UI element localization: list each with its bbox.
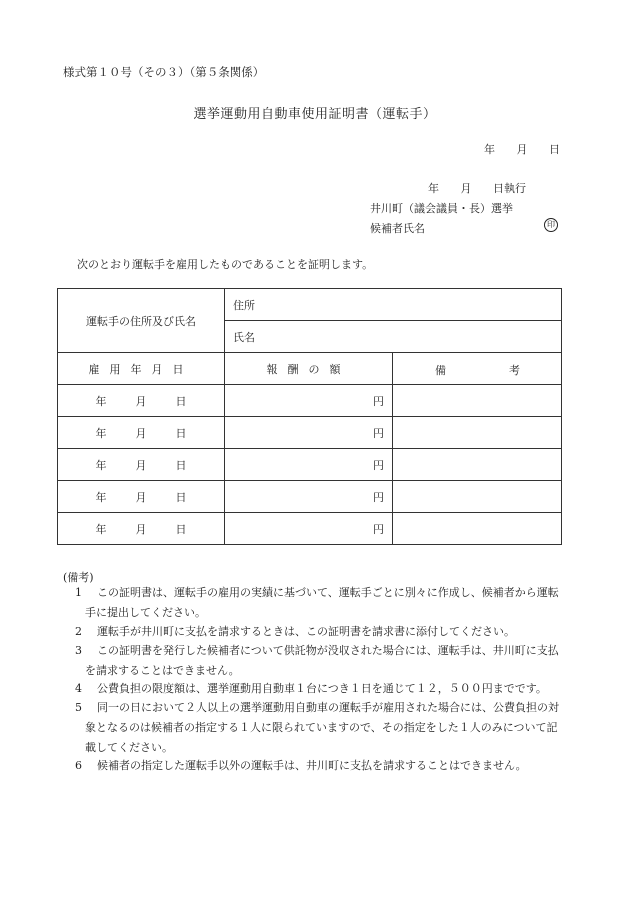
col-amount: 報酬の額 <box>225 353 393 385</box>
remarks-cell[interactable] <box>393 449 562 481</box>
note-item <box>63 583 573 623</box>
note-number: 1 <box>75 586 82 599</box>
day-label: 日 <box>175 394 187 408</box>
remarks-cell[interactable] <box>393 417 562 449</box>
notes-title: (備考) <box>63 571 94 584</box>
note-item <box>63 698 573 758</box>
employment-date-cell[interactable] <box>58 385 225 417</box>
table-row-address <box>58 289 562 321</box>
note-item <box>63 679 573 699</box>
month-label: 月 <box>135 394 147 408</box>
day-label: 日 <box>175 458 187 472</box>
amount-cell[interactable]: 円 <box>225 385 393 417</box>
col-employment-date: 雇用年月日 <box>58 353 225 385</box>
table-row <box>58 449 562 481</box>
exec-year: 年 <box>428 182 439 195</box>
employment-date-cell[interactable] <box>58 513 225 545</box>
employment-date-cell[interactable] <box>58 449 225 481</box>
certificate-table <box>57 288 562 545</box>
day-label: 日 <box>175 490 187 504</box>
candidate-label: 候補者氏名 <box>370 222 425 235</box>
note-line: 運転手が井川町に支払を請求するときは、この証明書を請求書に添付してください。 <box>97 625 515 638</box>
col-remarks-1: 備 <box>435 364 446 377</box>
driver-label: 運転手の住所及び氏名 <box>58 289 225 353</box>
amount-cell[interactable]: 円 <box>225 417 393 449</box>
exec-day: 日執行 <box>493 182 526 195</box>
note-line: 同一の日において２人以上の選挙運動用自動車の運転手が雇用された場合には、公費負担の対 <box>97 701 559 714</box>
date-day: 日 <box>549 143 560 156</box>
note-line: この証明書は、運転手の雇用の実績に基づいて、運転手ごとに別々に作成し、候補者から運転 <box>97 586 559 599</box>
amount-cell[interactable]: 円 <box>225 513 393 545</box>
note-item <box>63 641 573 681</box>
note-line: を請求することはできません。 <box>85 664 240 677</box>
table-header-row <box>58 353 562 385</box>
month-label: 月 <box>135 522 147 536</box>
note-item <box>63 756 573 776</box>
note-number: 6 <box>75 759 82 772</box>
year-label: 年 <box>95 394 107 408</box>
note-line: 候補者の指定した運転手以外の運転手は、井川町に支払を請求することはできません。 <box>97 759 527 772</box>
note-number: 2 <box>75 625 82 638</box>
note-number: 4 <box>75 682 82 695</box>
note-line: 手に提出してください。 <box>85 606 206 619</box>
year-label: 年 <box>95 426 107 440</box>
table-row <box>58 481 562 513</box>
month-label: 月 <box>135 490 147 504</box>
note-number: 3 <box>75 644 82 657</box>
table-row <box>58 417 562 449</box>
address-field[interactable]: 住所 <box>225 289 562 321</box>
amount-cell[interactable]: 円 <box>225 481 393 513</box>
remarks-cell[interactable] <box>393 481 562 513</box>
table-row <box>58 385 562 417</box>
remarks-cell[interactable] <box>393 385 562 417</box>
col-remarks-2: 考 <box>509 364 520 377</box>
election-date <box>428 180 526 196</box>
issue-date <box>466 141 560 157</box>
seal-mark: 印 <box>544 218 558 232</box>
year-label: 年 <box>95 522 107 536</box>
date-month: 月 <box>516 143 528 156</box>
employment-date-cell[interactable] <box>58 417 225 449</box>
note-line: 載してください。 <box>85 741 173 754</box>
election-name: 井川町（議会議員・長）選挙 <box>370 202 513 215</box>
day-label: 日 <box>175 522 187 536</box>
note-item <box>63 622 573 642</box>
exec-month: 月 <box>460 182 472 195</box>
year-label: 年 <box>95 458 107 472</box>
note-number: 5 <box>75 701 82 714</box>
month-label: 月 <box>135 458 147 472</box>
intro-text: 次のとおり運転手を雇用したものであることを証明します。 <box>77 258 374 271</box>
year-label: 年 <box>95 490 107 504</box>
amount-cell[interactable]: 円 <box>225 449 393 481</box>
remarks-cell[interactable] <box>393 513 562 545</box>
col-remarks <box>393 353 562 385</box>
form-number: 様式第１０号（その３）（第５条関係） <box>63 65 265 79</box>
table-row <box>58 513 562 545</box>
note-line: 公費負担の限度額は、選挙運動用自動車１台につき１日を通じて１２，５００円までです。 <box>97 682 547 695</box>
note-line: 象となるのは候補者の指定する１人に限られていますので、その指定をした１人のみについて記 <box>85 721 558 734</box>
month-label: 月 <box>135 426 147 440</box>
day-label: 日 <box>175 426 187 440</box>
document-title: 選挙運動用自動車使用証明書（運転手） <box>193 107 437 122</box>
name-field[interactable]: 氏名 <box>225 321 562 353</box>
note-line: この証明書を発行した候補者について供託物が没収された場合には、運転手は、井川町に支払 <box>97 644 559 657</box>
employment-date-cell[interactable] <box>58 481 225 513</box>
date-year: 年 <box>484 143 495 156</box>
